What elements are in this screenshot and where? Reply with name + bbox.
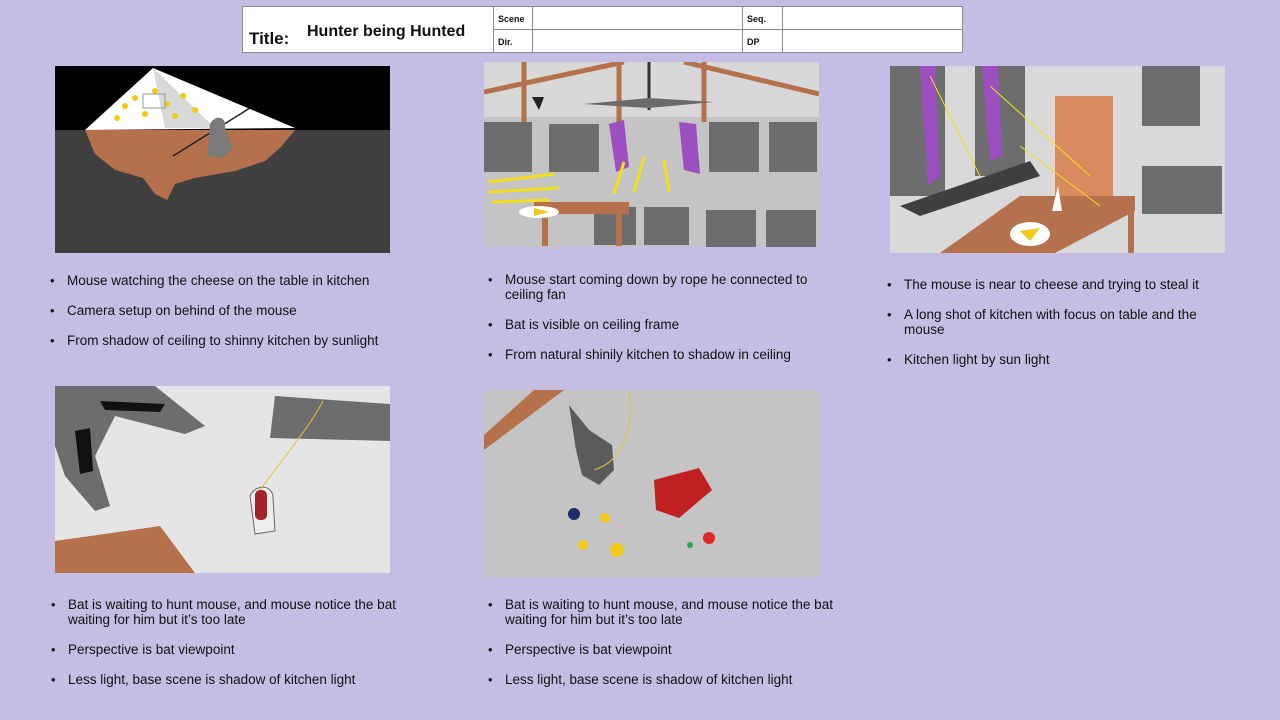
- dir-label-cell: [493, 30, 533, 52]
- title-label: Title:: [249, 29, 290, 48]
- seq-field[interactable]: [783, 7, 962, 30]
- note-item: • The mouse is near to cheese and trying to steal it: [887, 277, 1237, 292]
- frame-1-notes: [50, 273, 430, 363]
- scene-label: Scene: [498, 14, 525, 24]
- storyboard-frame-2: [484, 62, 819, 247]
- scene-field[interactable]: [533, 7, 743, 30]
- seq-label: Seq.: [747, 14, 767, 24]
- note-item: • From shadow of ceiling to shinny kitchen by sunlight: [50, 333, 430, 348]
- note-item: • Less light, base scene is shadow of kitchen light: [488, 672, 858, 687]
- frame-3-sketch: [890, 66, 1225, 253]
- dir-label: Dir.: [498, 37, 513, 47]
- frame-5-sketch: [484, 390, 819, 577]
- note-item: • Bat is visible on ceiling frame: [488, 317, 838, 332]
- dp-field[interactable]: [783, 30, 962, 52]
- frame-2-notes: [488, 272, 838, 377]
- note-item: • From natural shinily kitchen to shadow in ceiling: [488, 347, 838, 362]
- frame-5-notes: [488, 597, 858, 702]
- storyboard-frame-4: [55, 386, 390, 573]
- dir-field[interactable]: [533, 30, 743, 52]
- scene-label-cell: [493, 7, 533, 30]
- frame-1-sketch: [55, 66, 390, 253]
- note-item: • A long shot of kitchen with focus on table and the mouse: [887, 307, 1237, 337]
- note-item: • Bat is waiting to hunt mouse, and mouse notice the bat waiting for him but it’s too late: [488, 597, 858, 627]
- storyboard-header: [242, 6, 963, 53]
- seq-label-cell: [743, 7, 783, 30]
- frame-4-sketch: [55, 386, 390, 573]
- note-item: • Mouse start coming down by rope he connected to ceiling fan: [488, 272, 838, 302]
- storyboard-frame-1: [55, 66, 390, 253]
- note-item: • Perspective is bat viewpoint: [51, 642, 421, 657]
- note-item: • Mouse watching the cheese on the table in kitchen: [50, 273, 430, 288]
- note-item: • Perspective is bat viewpoint: [488, 642, 858, 657]
- note-item: • Camera setup on behind of the mouse: [50, 303, 430, 318]
- frame-2-sketch: [484, 62, 819, 247]
- frame-4-notes: [51, 597, 421, 702]
- frame-3-notes: [887, 277, 1237, 382]
- title-value: Hunter being Hunted: [307, 23, 466, 40]
- dp-label: DP: [747, 37, 760, 47]
- note-item: • Kitchen light by sun light: [887, 352, 1237, 367]
- storyboard-frame-3: [890, 66, 1225, 253]
- note-item: • Bat is waiting to hunt mouse, and mouse notice the bat waiting for him but it’s too late: [51, 597, 421, 627]
- storyboard-frame-5: [484, 390, 819, 577]
- note-item: • Less light, base scene is shadow of kitchen light: [51, 672, 421, 687]
- dp-label-cell: [743, 30, 783, 52]
